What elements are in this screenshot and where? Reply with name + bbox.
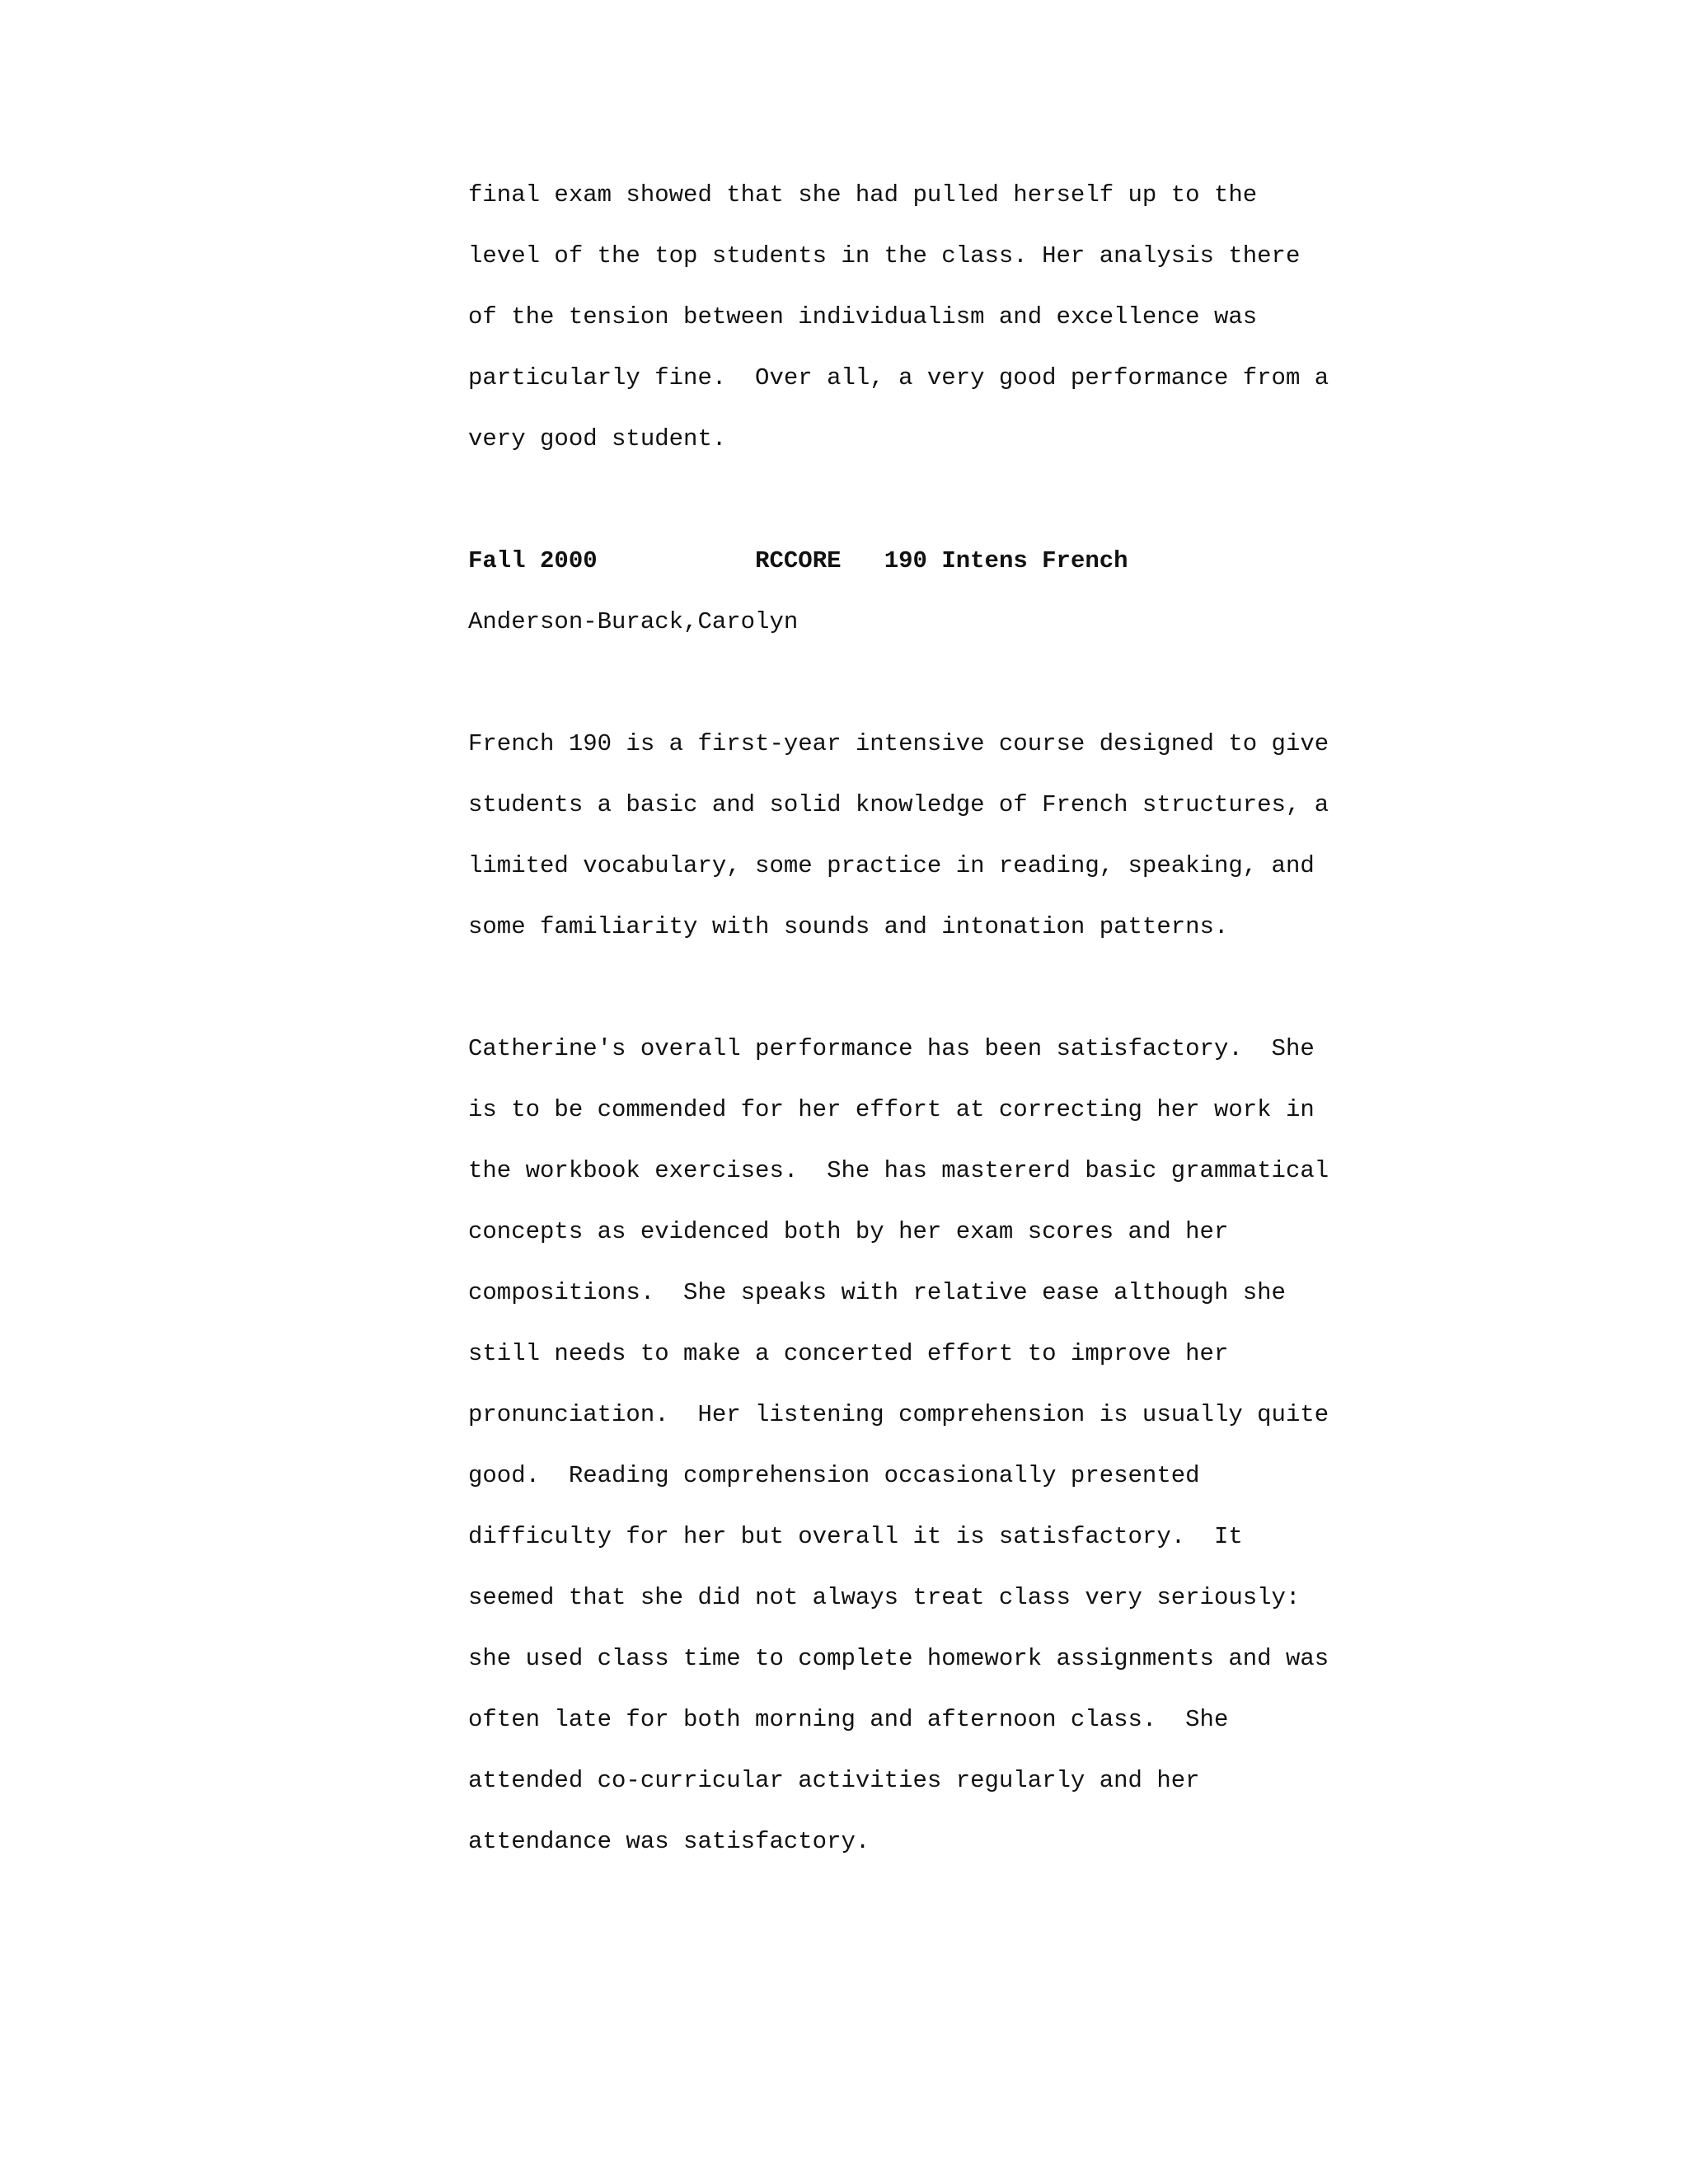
text-line: compositions. She speaks with relative ease although she	[468, 1279, 1286, 1306]
text-line: Catherine's overall performance has been satisfactory. She	[468, 1035, 1315, 1062]
text-line: French 190 is a first-year intensive course designed to give	[468, 730, 1329, 757]
text-line: concepts as evidenced both by her exam scores and her	[468, 1218, 1229, 1245]
course-instructor: Anderson-Burack,Carolyn	[468, 608, 799, 635]
text-line: is to be commended for her effort at correcting her work in	[468, 1096, 1315, 1123]
text-line: very good student.	[468, 425, 727, 452]
text-line: seemed that she did not always treat class very seriously:	[468, 1584, 1301, 1611]
previous-evaluation-paragraph	[468, 165, 1375, 470]
spacer	[468, 470, 1375, 531]
spacer	[468, 653, 1375, 714]
course-description-paragraph	[468, 714, 1375, 958]
text-line: limited vocabulary, some practice in reading, speaking, and	[468, 852, 1315, 879]
text-line: final exam showed that she had pulled herself up to the	[468, 181, 1258, 209]
text-line: often late for both morning and afternoon class. She	[468, 1706, 1229, 1733]
course-title: 190 Intens French	[884, 547, 1128, 574]
course-heading-line	[468, 531, 1375, 592]
text-line: attendance was satisfactory.	[468, 1828, 870, 1855]
course-term: Fall 2000	[468, 547, 598, 574]
student-evaluation-paragraph	[468, 1019, 1375, 1872]
text-line: level of the top students in the class. Her analysis there	[468, 242, 1301, 269]
text-line: attended co-curricular activities regularly and her	[468, 1767, 1200, 1794]
course-header	[468, 531, 1375, 653]
text-line: good. Reading comprehension occasionally presented	[468, 1462, 1200, 1489]
text-line: some familiarity with sounds and intonation patterns.	[468, 913, 1229, 940]
text-line: pronunciation. Her listening comprehension is usually quite	[468, 1401, 1329, 1428]
text-line: difficulty for her but overall it is satisfactory. It	[468, 1523, 1243, 1550]
evaluation-text	[468, 165, 1375, 1872]
text-line: of the tension between individualism and excellence was	[468, 303, 1258, 330]
text-line: she used class time to complete homework assignments and was	[468, 1645, 1329, 1672]
text-line: the workbook exercises. She has mastererd basic grammatical	[468, 1157, 1329, 1184]
text-line: particularly fine. Over all, a very good performance from a	[468, 364, 1329, 391]
text-line: students a basic and solid knowledge of French structures, a	[468, 791, 1329, 818]
text-line: still needs to make a concerted effort to improve her	[468, 1340, 1229, 1367]
spacer	[468, 958, 1375, 1019]
course-department: RCCORE	[755, 547, 842, 574]
